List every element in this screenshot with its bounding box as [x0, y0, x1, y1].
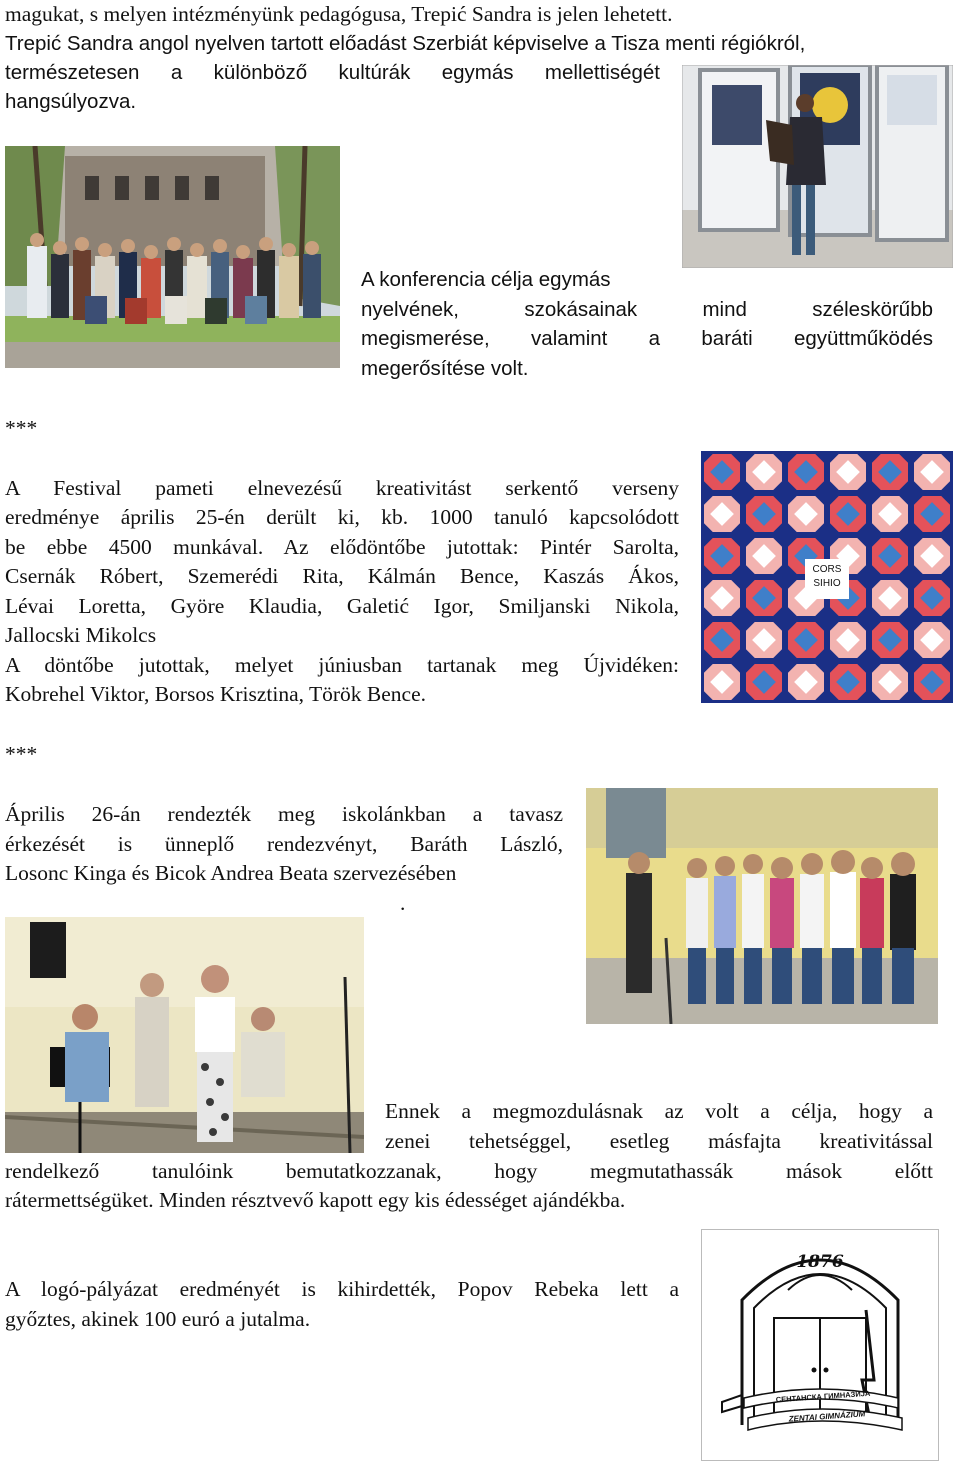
festival-line-2: eredménye április 25-én derült ki, kb. 1000 tanuló kapcsolódott	[5, 505, 679, 529]
photo-concert-performers	[5, 917, 364, 1153]
intro-line-4: hangsúlyozva.	[5, 90, 137, 113]
festival-line-8: Kobrehel Viktor, Borsos Krisztina, Török Bence.	[5, 682, 427, 706]
concert-line-4: rátermettségüket. Minden résztvevő kapott egy kis édességet ajándékba.	[5, 1188, 626, 1212]
concert-line-1: Ennek a megmozdulásnak az volt a célja, hogy a	[385, 1099, 933, 1123]
concert-line-3: rendelkező tanulóink bemutatkozzanak, hogy megmutathassák mások előtt	[5, 1159, 933, 1183]
photo-conference-group	[5, 146, 340, 368]
section-separator: ***	[5, 416, 38, 440]
festival-line-3: be ebbe 4500 munkával. Az elődöntőbe jutottak: Pintér Sarolta,	[5, 535, 679, 559]
festival-line-4: Csernák Róbert, Szemerédi Rita, Kálmán Bence, Kaszás Ákos,	[5, 564, 679, 588]
school-logo	[701, 1229, 939, 1461]
logo-contest-line-1: A logó-pályázat eredményét is kihirdették, Popov Rebeka lett a	[5, 1277, 679, 1301]
spring-line-3: Losonc Kinga és Bicok Andrea Beata szervezésében	[5, 861, 457, 885]
conference-line-3: megismerése, valamint a baráti együttműködés	[361, 327, 933, 350]
festival-line-6: Jallocski Mikolcs	[5, 623, 157, 647]
intro-line-2: Trepić Sandra angol nyelven tartott előadást Szerbiát képviselve a Tisza menti régiókról,	[5, 32, 806, 55]
festival-line-5: Lévai Loretta, Györe Klaudia, Galetić Igor, Smiljanski Nikola,	[5, 594, 679, 618]
concert-line-2: zenei tehetséggel, esetleg másfajta kreativitással	[385, 1129, 933, 1153]
logo-latin-name: ZENTAI GIMNÁZIUM	[788, 1409, 866, 1424]
logo-cyrillic-name: СЕНТАНСКА ГИМНАЗИЈА	[775, 1388, 871, 1405]
photo-choir	[586, 788, 938, 1024]
artwork-caption: CORS SIHIO	[805, 559, 849, 599]
logo-contest-line-2: győztes, akinek 100 euró a jutalma.	[5, 1307, 311, 1331]
festival-line-7: A döntőbe jutottak, melyet júniusban tartanak meg Újvidéken:	[5, 653, 679, 677]
spring-line-4: .	[400, 891, 406, 915]
conference-line-2: nyelvének, szokásainak mind széleskörűbb	[361, 298, 933, 321]
logo-year: 1876	[796, 1252, 844, 1272]
section-separator-2: ***	[5, 742, 38, 766]
intro-line-1: magukat, s melyen intézményünk pedagógusa, Trepić Sandra is jelen lehetett.	[5, 2, 673, 26]
artwork-tile-pattern	[701, 451, 953, 703]
photo-presenter-at-door	[682, 65, 953, 268]
conference-line-1: A konferencia célja egymás	[361, 268, 611, 291]
festival-line-1: A Festival pameti elnevezésű kreativitást serkentő verseny	[5, 476, 679, 500]
intro-line-3: természetesen a különböző kultúrák egymás mellettiségét	[5, 61, 660, 84]
conference-line-4: megerősítése volt.	[361, 357, 529, 380]
spring-line-2: érkezését is ünneplő rendezvényt, Baráth László,	[5, 832, 563, 856]
spring-line-1: Április 26-án rendezték meg iskolánkban a tavasz	[5, 802, 563, 826]
